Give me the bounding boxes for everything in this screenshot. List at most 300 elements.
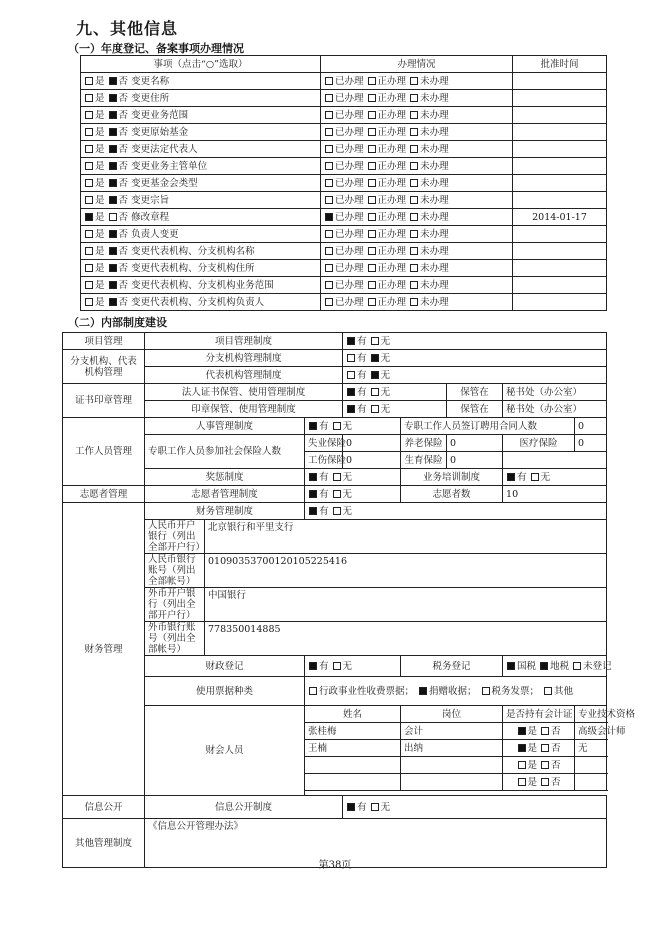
disclosure-category-label: 信息公开 [84,801,123,813]
cert-yes-checkbox[interactable] [518,727,526,735]
notdone-checkbox[interactable] [410,145,418,153]
finance-policy-none-checkbox[interactable] [333,507,341,515]
seal-policy-none-label: 无 [380,403,391,415]
status-cell [321,226,513,243]
table-cell [401,656,503,677]
tax-option-checkbox[interactable] [507,662,515,670]
item-cell [81,107,321,124]
doing-checkbox[interactable] [368,94,376,102]
table-cell [145,418,305,435]
disclosure-policy-none-label: 无 [380,801,391,813]
acc-header-name: 姓名 [343,708,363,720]
page-title: 九、其他信息 [76,19,179,38]
no-checkbox[interactable] [109,196,117,204]
table-cell [401,452,447,469]
registration-row [81,260,607,277]
seal-policy-none-checkbox[interactable] [371,405,379,413]
project-policy-none-checkbox[interactable] [371,337,379,345]
table-cell [343,796,607,819]
table-cell [205,588,607,622]
table-row [63,401,607,418]
table-cell [447,401,503,418]
table-row [63,677,607,706]
table-cell [63,796,145,819]
item-cell [81,158,321,175]
disclosure-policy-have-checkbox[interactable] [347,803,355,811]
notdone-checkbox[interactable] [410,247,418,255]
date-cell [513,294,607,311]
seal-kept-value: 秘书处（办公室） [506,403,583,415]
volunteer-policy-none-checkbox[interactable] [333,490,341,498]
item-cell [81,294,321,311]
no-checkbox[interactable] [109,179,117,187]
table-cell [305,503,607,520]
cert-policy-have-checkbox[interactable] [347,388,355,396]
no-label: 否 [118,109,129,121]
fx-bank-value: 中国银行 [208,590,247,601]
yes-checkbox[interactable] [85,230,93,238]
volunteer-policy-have-checkbox[interactable] [309,490,317,498]
pension-label: 养老保险 [404,437,443,449]
table-row [63,706,607,723]
invoice-option-checkbox[interactable] [482,687,490,695]
table-row [63,333,607,350]
cert-yes-checkbox[interactable] [518,761,526,769]
hr-policy-none-checkbox[interactable] [333,422,341,430]
done-checkbox[interactable] [325,230,333,238]
no-label: 否 [118,228,129,240]
item-label: 修改章程 [131,211,170,223]
notdone-label: 未办理 [420,262,449,274]
branch-policy-have-checkbox[interactable] [347,354,355,362]
registration-row [81,277,607,294]
table-row [63,384,607,401]
rmb-account-label: 人民币银行账号（列出全部帐号） [148,554,196,587]
notdone-label: 未办理 [420,143,449,155]
notdone-checkbox[interactable] [410,94,418,102]
volunteer-count-label: 志愿者数 [432,488,471,500]
hr-policy-have-label: 有 [319,420,329,432]
table-cell [343,401,447,418]
yes-checkbox[interactable] [85,128,93,136]
registration-row [81,90,607,107]
reward-policy-none-label: 无 [342,471,353,483]
no-checkbox[interactable] [109,213,117,221]
yes-label: 是 [95,109,105,121]
rep-policy-none-checkbox[interactable] [371,371,379,379]
tax-option-checkbox[interactable] [540,662,548,670]
yes-checkbox[interactable] [85,213,93,221]
cert-kept-label: 保管在 [460,386,489,398]
yes-checkbox[interactable] [85,162,93,170]
table-cell [145,622,205,656]
seal-policy-have-checkbox[interactable] [347,405,355,413]
cert-yes-label: 是 [527,776,538,788]
table-cell [305,469,401,486]
notdone-checkbox[interactable] [410,196,418,204]
cert-yes-checkbox[interactable] [518,778,526,786]
doing-label: 正办理 [377,279,407,291]
cert-no-checkbox[interactable] [541,744,549,752]
table-cell [575,435,607,452]
done-checkbox[interactable] [325,247,333,255]
done-label: 已办理 [335,228,364,240]
table-row [63,367,607,384]
table-cell [145,796,343,819]
doing-checkbox[interactable] [368,264,376,272]
table-cell [575,418,607,435]
notdone-label: 未办理 [420,75,449,87]
status-cell [321,243,513,260]
item-label: 变更名称 [131,75,170,87]
accountant-name: 张桂梅 [308,725,337,737]
table-cell [575,740,607,757]
fiscal-label: 财政登记 [205,660,244,672]
cert-no-label: 否 [551,725,561,737]
item-label: 变更代表机构、分支机构名称 [131,245,255,257]
cert-no-label: 否 [551,742,561,754]
invoice-option-checkbox[interactable] [419,687,427,695]
table-row [63,418,607,435]
doing-checkbox[interactable] [368,247,376,255]
doing-label: 正办理 [377,245,407,257]
done-label: 已办理 [335,109,364,121]
done-checkbox[interactable] [325,94,333,102]
item-label: 变更原始基金 [131,126,189,138]
item-cell [81,226,321,243]
fx-bank-label: 外币开户银行（列出全部开户行） [148,588,196,621]
table-cell [401,435,447,452]
project-category [63,333,145,350]
injury-label: 工伤保险 [308,454,347,466]
rep-policy-label: 代表机构管理制度 [205,369,282,381]
notdone-checkbox[interactable] [410,77,418,85]
table-cell [343,367,607,384]
training-policy-label: 业务培训制度 [423,471,481,483]
notdone-checkbox[interactable] [410,281,418,289]
reward-policy-label: 奖惩制度 [205,471,244,483]
yes-checkbox[interactable] [85,247,93,255]
cert-no-checkbox[interactable] [541,727,549,735]
doing-checkbox[interactable] [368,196,376,204]
yes-checkbox[interactable] [85,281,93,289]
rep-policy-none-label: 无 [380,369,391,381]
accountant-post: 出纳 [404,742,424,754]
done-checkbox[interactable] [325,196,333,204]
registration-table [80,55,607,311]
doing-checkbox[interactable] [368,145,376,153]
done-checkbox[interactable] [325,298,333,306]
doing-checkbox[interactable] [368,128,376,136]
table-cell [145,656,305,677]
no-label: 否 [118,211,129,223]
notdone-label: 未办理 [420,296,449,308]
table-cell [503,740,575,757]
table-cell [575,774,607,791]
done-checkbox[interactable] [325,162,333,170]
notdone-checkbox[interactable] [410,162,418,170]
date-cell [513,226,607,243]
yes-checkbox[interactable] [85,145,93,153]
table-cell [145,503,305,520]
page-number: 第38页 [318,860,352,871]
notdone-checkbox[interactable] [410,298,418,306]
registration-row [81,175,607,192]
yes-label: 是 [95,177,105,189]
notdone-checkbox[interactable] [410,230,418,238]
doing-checkbox[interactable] [368,230,376,238]
table-cell [343,452,401,469]
table-cell [305,740,401,757]
no-checkbox[interactable] [109,77,117,85]
no-checkbox[interactable] [109,128,117,136]
doing-label: 正办理 [377,177,407,189]
item-cell [81,141,321,158]
finance-policy-have-checkbox[interactable] [309,507,317,515]
date-cell [513,158,607,175]
date-cell [513,277,607,294]
notdone-checkbox[interactable] [410,128,418,136]
no-checkbox[interactable] [109,230,117,238]
item-label: 变更基金会类型 [131,177,198,189]
no-checkbox[interactable] [109,162,117,170]
done-checkbox[interactable] [325,281,333,289]
no-checkbox[interactable] [109,281,117,289]
rep-policy-have-checkbox[interactable] [347,371,355,379]
fiscal-none-label: 无 [342,660,353,672]
no-checkbox[interactable] [109,264,117,272]
done-checkbox[interactable] [325,77,333,85]
date-cell [513,175,607,192]
disclosure-policy-none-checkbox[interactable] [371,803,379,811]
medical-value: 0 [578,437,585,449]
registration-row [81,243,607,260]
table-cell [401,469,503,486]
table-cell [305,418,401,435]
section2-heading: （二）内部制度建设 [68,316,167,329]
invoice-option-checkbox[interactable] [309,687,317,695]
fiscal-have-label: 有 [319,660,329,672]
item-label: 变更代表机构、分支机构负责人 [131,296,265,308]
cert-yes-label: 是 [527,725,538,737]
no-checkbox[interactable] [109,111,117,119]
status-cell [321,175,513,192]
contract-value: 0 [578,420,585,432]
table-cell [343,435,401,452]
table-cell [305,452,347,469]
table-cell [145,384,343,401]
table-cell [145,520,205,554]
training-policy-none-label: 无 [540,471,551,483]
table-cell [503,757,575,774]
finance-category-label: 财务管理 [84,643,123,655]
no-checkbox[interactable] [109,247,117,255]
invoice-option-label: 捐赠收据； [429,685,477,697]
doing-label: 正办理 [377,143,407,155]
date-cell [513,73,607,90]
date-cell [513,124,607,141]
invoice-option-checkbox[interactable] [544,687,552,695]
training-policy-none-checkbox[interactable] [531,473,539,481]
yes-label: 是 [95,296,105,308]
medical-label: 医疗保险 [519,437,558,449]
yes-label: 是 [95,228,105,240]
table-cell [401,486,503,503]
notdone-checkbox[interactable] [410,111,418,119]
notdone-checkbox[interactable] [410,213,418,221]
accountant-post: 会计 [404,725,424,737]
table-cell [145,469,305,486]
status-cell [321,73,513,90]
status-cell [321,107,513,124]
yes-checkbox[interactable] [85,111,93,119]
table-cell [447,384,503,401]
table-cell [305,656,401,677]
doing-checkbox[interactable] [368,77,376,85]
doing-label: 正办理 [377,211,407,223]
date-cell [513,243,607,260]
reward-policy-none-checkbox[interactable] [333,473,341,481]
table-cell [503,774,575,791]
doing-label: 正办理 [377,296,407,308]
yes-checkbox[interactable] [85,94,93,102]
done-label: 已办理 [335,75,364,87]
table-cell [343,350,607,367]
header-status: 办理情况 [321,56,513,73]
table-cell [145,367,343,384]
table-row [63,469,607,486]
cert-yes-label: 是 [527,759,538,771]
table-cell [305,677,607,706]
doing-checkbox[interactable] [368,298,376,306]
volunteer-policy-label: 志愿者管理制度 [191,488,258,500]
header-item: 事项（点击“○”选取） [81,56,321,73]
doing-checkbox[interactable] [368,111,376,119]
yes-checkbox[interactable] [85,77,93,85]
table-row [63,588,607,622]
yes-label: 是 [95,245,105,257]
cert-yes-checkbox[interactable] [518,744,526,752]
notdone-checkbox[interactable] [410,264,418,272]
item-label: 变更法定代表人 [131,143,198,155]
done-checkbox[interactable] [325,111,333,119]
item-label: 变更业务范围 [131,109,189,121]
project-policy-have-label: 有 [357,335,367,347]
insured-label: 专职工作人员参加社会保险人数 [148,445,282,457]
yes-label: 是 [95,143,105,155]
reward-policy-have-label: 有 [319,471,329,483]
tax-option-checkbox[interactable] [573,662,581,670]
status-cell [321,124,513,141]
item-cell [81,73,321,90]
fiscal-have-checkbox[interactable] [309,662,317,670]
table-cell [145,333,343,350]
doing-checkbox[interactable] [368,162,376,170]
table-cell [305,723,401,740]
no-label: 否 [118,75,129,87]
notdone-label: 未办理 [420,92,449,104]
yes-checkbox[interactable] [85,179,93,187]
table-row [63,622,607,656]
status-cell [321,90,513,107]
item-label: 变更业务主管单位 [131,160,208,172]
volunteer-policy-none-label: 无 [342,488,353,500]
status-cell [321,158,513,175]
hr-policy-have-checkbox[interactable] [309,422,317,430]
table-cell [503,656,612,677]
rmb-bank-value: 北京银行和平里支行 [208,522,294,533]
no-checkbox[interactable] [109,145,117,153]
table-cell [145,486,305,503]
yes-checkbox[interactable] [85,298,93,306]
done-checkbox[interactable] [325,264,333,272]
done-label: 已办理 [335,194,364,206]
no-checkbox[interactable] [109,94,117,102]
staff-category-label: 工作人员管理 [74,446,132,457]
done-checkbox[interactable] [325,145,333,153]
branch-category-label: 分支机构、代表机构管理 [70,355,137,378]
training-policy-have-checkbox[interactable] [507,473,515,481]
table-cell [305,706,401,723]
item-cell [81,90,321,107]
table-cell [503,723,575,740]
table-cell [145,588,205,622]
doing-checkbox[interactable] [368,281,376,289]
seal-category-label: 证书印章管理 [74,395,132,406]
cert-no-checkbox[interactable] [541,778,549,786]
registration-row [81,209,607,226]
doing-label: 正办理 [377,194,407,206]
no-checkbox[interactable] [109,298,117,306]
fiscal-none-checkbox[interactable] [333,662,341,670]
table-cell [401,723,503,740]
done-label: 已办理 [335,211,364,223]
branch-policy-none-checkbox[interactable] [371,354,379,362]
no-label: 否 [118,296,129,308]
yes-label: 是 [95,279,105,291]
yes-checkbox[interactable] [85,264,93,272]
cert-kept-value: 秘书处（办公室） [506,386,583,398]
yes-label: 是 [95,211,105,223]
notdone-checkbox[interactable] [410,179,418,187]
pension-value: 0 [450,437,457,449]
table-cell [63,503,145,796]
table-cell [575,757,607,774]
no-label: 否 [118,262,129,274]
no-label: 否 [118,177,129,189]
done-checkbox[interactable] [325,128,333,136]
done-checkbox[interactable] [325,179,333,187]
table-cell [447,452,503,469]
table-cell [343,384,447,401]
seal-kept-label: 保管在 [460,403,489,415]
table-cell [401,774,503,791]
cert-policy-none-checkbox[interactable] [371,388,379,396]
accountant-name: 王楠 [308,742,328,754]
item-label: 变更代表机构、分支机构业务范围 [131,279,274,291]
done-checkbox[interactable] [325,213,333,221]
doing-checkbox[interactable] [368,179,376,187]
item-cell [81,209,321,226]
yes-checkbox[interactable] [85,196,93,204]
cert-no-checkbox[interactable] [541,761,549,769]
reward-policy-have-checkbox[interactable] [309,473,317,481]
project-policy-have-checkbox[interactable] [347,337,355,345]
doing-checkbox[interactable] [368,213,376,221]
done-label: 已办理 [335,296,364,308]
doing-label: 正办理 [377,228,407,240]
table-cell [401,418,575,435]
